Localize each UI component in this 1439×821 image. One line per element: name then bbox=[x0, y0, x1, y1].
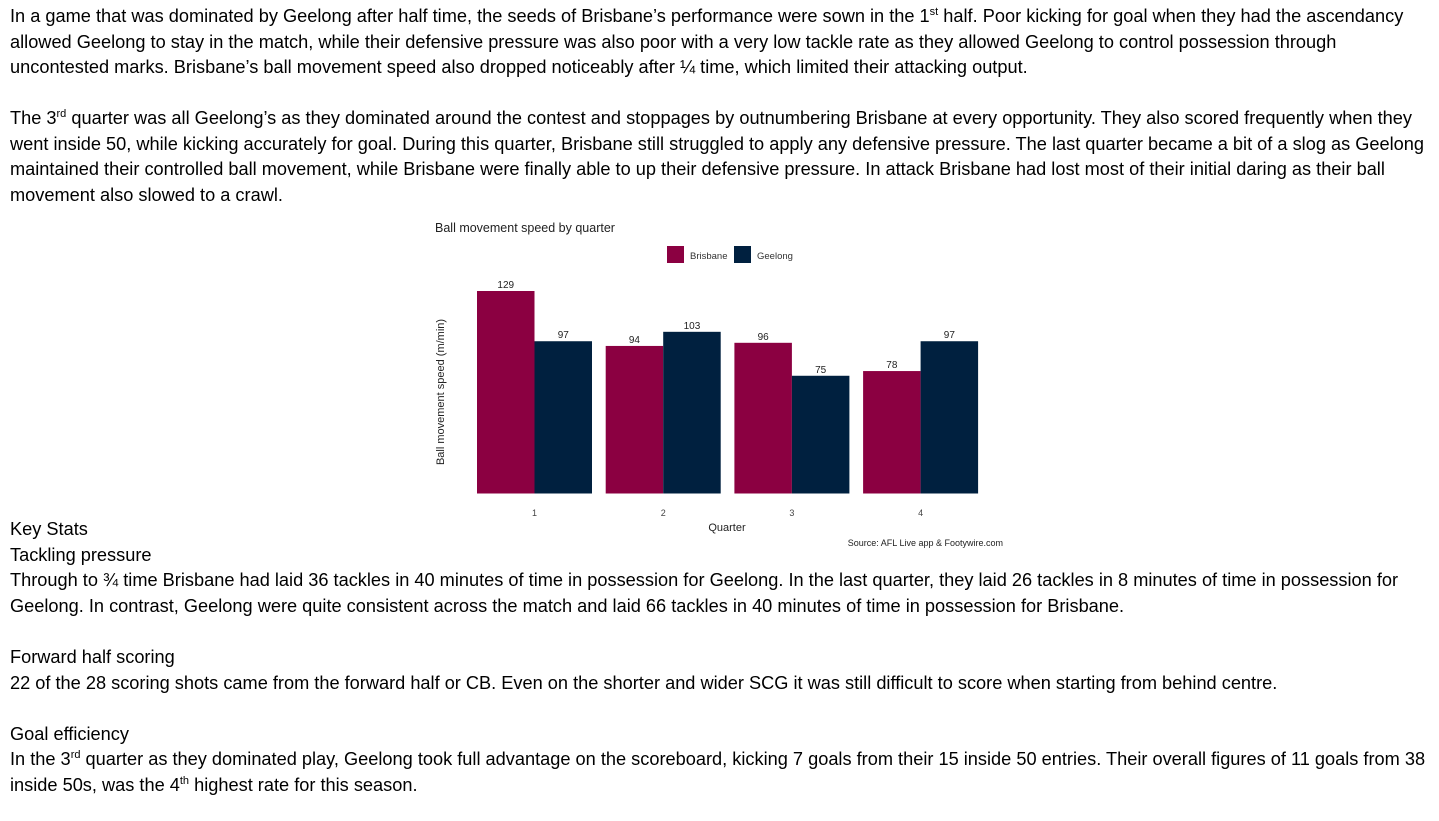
bar-geelong-q3 bbox=[792, 376, 850, 494]
bar-geelong-q4 bbox=[921, 341, 979, 493]
key-stats-section bbox=[10, 517, 1432, 799]
goal-text-b: quarter as they dominated play, Geelong took full advantage on the scoreboard, kicking 7 goals from their 15 inside 50 entries. Their overall figures of 11 goals from 38 inside 50s, was the 4 bbox=[10, 749, 1426, 795]
third-quarter-paragraph bbox=[10, 106, 1432, 208]
legend-label-geelong: Geelong bbox=[757, 251, 793, 262]
forward-half-heading: Forward half scoring bbox=[10, 646, 175, 667]
value-label-geelong-q2: 103 bbox=[683, 320, 701, 332]
chart-bars bbox=[477, 291, 978, 494]
tackling-text: Through to ¾ time Brisbane had laid 36 tackles in 40 minutes of time in possession for Geelong. In the last quarter, they laid 26 tackles in 8 minutes of time in possession for Geelong. In contrast, Geelong were quite consistent across the match and laid 66 tackles in 40 minutes of time in possession for Brisbane. bbox=[10, 570, 1399, 616]
value-label-brisbane-q2: 94 bbox=[628, 334, 641, 346]
bar-brisbane-q3 bbox=[734, 343, 792, 494]
goal-efficiency-heading: Goal efficiency bbox=[10, 723, 129, 744]
chart-legend bbox=[667, 246, 793, 263]
y-axis-label: Ball movement speed (m/min) bbox=[435, 318, 447, 466]
value-label-brisbane-q3: 96 bbox=[757, 331, 769, 343]
goal-sup-a: rd bbox=[70, 749, 81, 762]
intro-text-b: half. Poor kicking for goal when they had the ascendancy allowed Geelong to stay in the match, while their defensive pressure was also poor with a very low tackle rate as they allowed Geelong to control possession through uncontested marks. Brisbane’s ball movement speed also dropped noticeably after ¼ time, which limited their attacking output. bbox=[10, 6, 1404, 78]
q3-text-a: The 3 bbox=[10, 108, 57, 128]
bar-geelong-q1 bbox=[535, 341, 593, 493]
chart-title: Ball movement speed by quarter bbox=[435, 221, 615, 235]
legend-swatch-brisbane bbox=[667, 246, 684, 263]
intro-text-a: In a game that was dominated by Geelong after half time, the seeds of Brisbane’s performance were sown in the 1 bbox=[10, 6, 930, 26]
x-tick-label-4: 4 bbox=[918, 508, 924, 518]
value-label-brisbane-q4: 78 bbox=[886, 360, 898, 372]
tackling-heading: Tackling pressure bbox=[10, 544, 152, 565]
x-axis-label: Quarter bbox=[708, 522, 746, 534]
bar-brisbane-q1 bbox=[477, 291, 535, 494]
value-label-geelong-q1: 97 bbox=[557, 330, 569, 342]
q3-text-b: quarter was all Geelong’s as they dominated around the contest and stoppages by outnumbering Brisbane at every opportunity. They also scored frequently when they went inside 50, while kicking accurately for goal. During this quarter, Brisbane still struggled to apply any defensive pressure. The last quarter became a bit of a slog as Geelong maintained their controlled ball movement, while Brisbane were finally able to up their defensive pressure. In attack Brisbane had lost most of their initial daring as their ball movement also slowed to a crawl. bbox=[10, 108, 1425, 205]
bar-brisbane-q2 bbox=[606, 346, 664, 494]
bar-geelong-q2 bbox=[663, 332, 721, 494]
value-label-geelong-q4: 97 bbox=[943, 330, 955, 342]
chart-source: Source: AFL Live app & Footywire.com bbox=[847, 538, 1003, 548]
key-stats-heading: Key Stats bbox=[10, 519, 88, 539]
goal-text-c: highest rate for this season. bbox=[189, 774, 418, 795]
goal-sup-b: th bbox=[179, 774, 190, 787]
x-tick-label-3: 3 bbox=[789, 508, 795, 518]
intro-sup: st bbox=[929, 6, 939, 18]
q3-sup: rd bbox=[56, 108, 67, 120]
value-label-brisbane-q1: 129 bbox=[497, 280, 515, 291]
intro-paragraph bbox=[10, 4, 1432, 81]
x-tick-label-2: 2 bbox=[660, 508, 666, 518]
ball-movement-chart bbox=[425, 214, 1025, 554]
x-tick-label-1: 1 bbox=[531, 508, 538, 518]
forward-half-text: 22 of the 28 scoring shots came from the forward half or CB. Even on the shorter and wider SCG it was still difficult to score when starting from behind centre. bbox=[10, 672, 1278, 693]
goal-efficiency-text bbox=[10, 747, 1432, 798]
bar-brisbane-q4 bbox=[863, 371, 921, 493]
value-label-geelong-q3: 75 bbox=[815, 364, 827, 376]
goal-text-a: In the 3 bbox=[10, 749, 71, 770]
legend-swatch-geelong bbox=[734, 246, 751, 263]
legend-label-brisbane: Brisbane bbox=[690, 251, 728, 262]
